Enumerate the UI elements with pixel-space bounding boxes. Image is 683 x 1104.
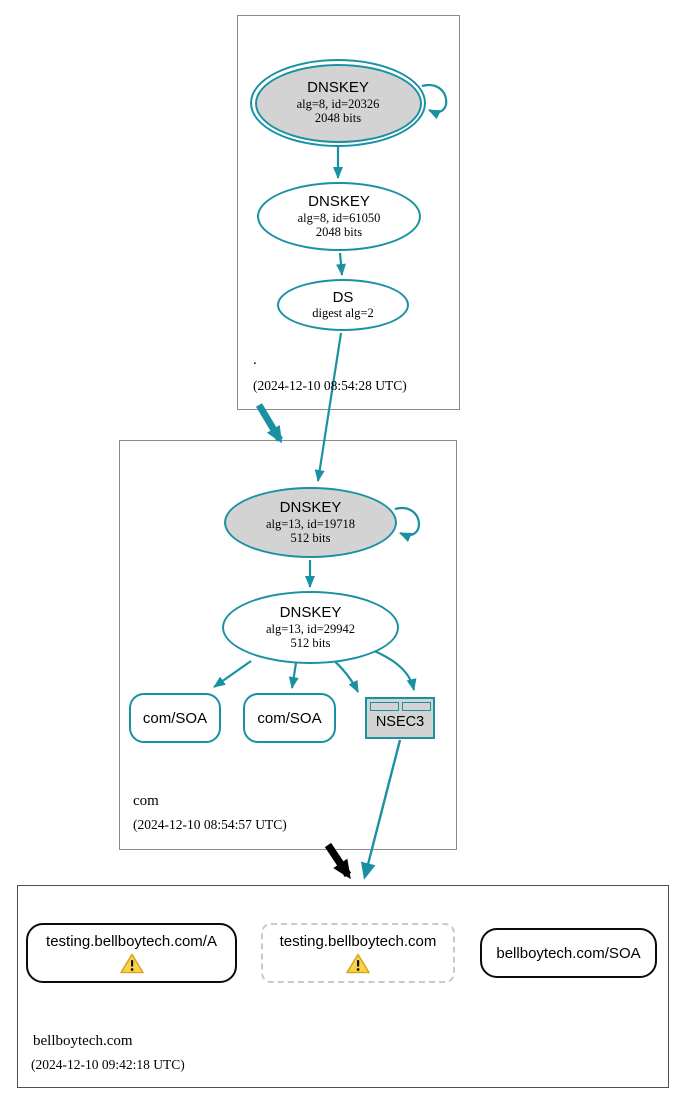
root-zsk-attr2: 2048 bits	[315, 224, 363, 239]
com-soa-right-node[interactable]	[243, 693, 336, 743]
zone-label-com: com	[133, 793, 159, 809]
root-zsk-title: DNSKEY	[308, 192, 370, 210]
root-zsk-node[interactable]	[257, 182, 421, 251]
com-ksk-node[interactable]	[224, 487, 397, 558]
nsec3-header-cells	[370, 702, 431, 711]
warning-icon	[120, 953, 144, 974]
testing-bellboytech-a-node[interactable]	[26, 923, 237, 983]
testing-bellboytech-qname-label: testing.bellboytech.com	[279, 932, 437, 950]
root-ksk-node[interactable]	[250, 59, 426, 147]
zone-timestamp-root: (2024-12-10 08:54:28 UTC)	[253, 378, 407, 393]
com-soa-left-label: com/SOA	[142, 709, 208, 727]
root-ksk-attr2: 2048 bits	[314, 111, 362, 126]
com-zsk-attr1: alg=13, id=29942	[265, 621, 356, 636]
root-ksk-attr1: alg=8, id=20326	[296, 97, 380, 112]
nsec3-cell-left	[370, 702, 399, 711]
com-ksk-attr2: 512 bits	[290, 530, 331, 545]
com-ksk-attr1: alg=13, id=19718	[265, 516, 356, 531]
testing-bellboytech-a-label: testing.bellboytech.com/A	[46, 932, 217, 950]
root-ds-node[interactable]	[277, 279, 409, 331]
bellboytech-soa-label: bellboytech.com/SOA	[496, 944, 641, 962]
zone-timestamp-com: (2024-12-10 08:54:57 UTC)	[133, 817, 287, 832]
bellboytech-soa-node[interactable]	[480, 928, 657, 978]
warning-icon	[346, 953, 370, 974]
com-soa-left-node[interactable]	[129, 693, 221, 743]
zone-label-bellboytech: bellboytech.com	[33, 1033, 133, 1049]
edge-delegation-root-to-com	[259, 405, 280, 440]
com-zsk-title: DNSKEY	[279, 603, 342, 621]
root-ksk-inner	[255, 64, 422, 143]
root-ds-attr1: digest alg=2	[312, 306, 374, 321]
root-zsk-attr1: alg=8, id=61050	[297, 210, 381, 225]
testing-bellboytech-qname-node[interactable]	[261, 923, 455, 983]
nsec3-cell-right	[402, 702, 431, 711]
zone-label-root: .	[253, 352, 257, 368]
com-soa-right-label: com/SOA	[257, 709, 322, 727]
com-zsk-node[interactable]	[222, 591, 399, 664]
nsec3-label: NSEC3	[375, 714, 425, 731]
zone-timestamp-bellboytech: (2024-12-10 09:42:18 UTC)	[31, 1057, 185, 1072]
com-zsk-attr2: 512 bits	[290, 635, 331, 650]
root-ds-title: DS	[332, 288, 354, 306]
com-nsec3-node[interactable]	[365, 697, 435, 739]
com-ksk-title: DNSKEY	[279, 498, 342, 516]
root-ksk-title: DNSKEY	[307, 79, 369, 97]
